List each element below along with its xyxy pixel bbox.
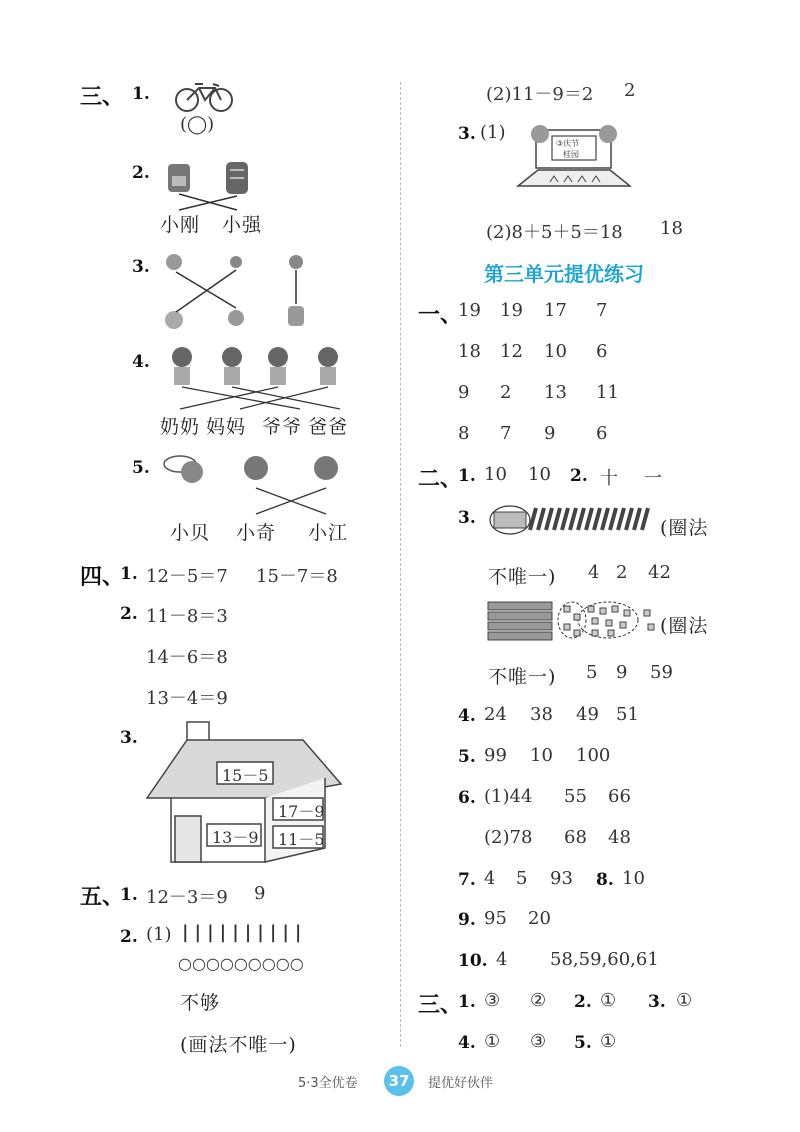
r-s2-q8-a: 10 bbox=[622, 868, 645, 889]
r-s2-q3-tail1: (圈法 bbox=[660, 517, 709, 539]
r-q3-p2: (2)8＋5＋5＝18 bbox=[486, 222, 623, 243]
q4-label-1: 奶奶 bbox=[160, 416, 201, 438]
r-s2-q4-value: 51 bbox=[616, 704, 639, 725]
r-s2-q6-p2: (2)78 bbox=[484, 827, 533, 848]
r-s2-q3-number: 3. bbox=[458, 508, 476, 528]
tally-circles: ○○○○○○○○○ bbox=[178, 954, 304, 973]
section-4-mark: 四、 bbox=[80, 565, 125, 590]
r-s2-q3-w2: 9 bbox=[616, 662, 628, 683]
r-s3-q4-a: ① bbox=[484, 1031, 501, 1052]
r-s2-q5-value: 100 bbox=[576, 745, 611, 766]
r-section-2-mark: 二、 bbox=[418, 467, 463, 492]
s4-q2-l1: 11－8＝3 bbox=[146, 606, 228, 627]
r-s3-q4-b: ③ bbox=[530, 1031, 547, 1052]
backpack-match-icon bbox=[162, 160, 262, 210]
r-s3-q3-number: 3. bbox=[648, 992, 666, 1012]
r-s1-cell: 7 bbox=[596, 300, 608, 321]
s4-q1-b: 15－7＝8 bbox=[256, 566, 338, 587]
r-s1-cell: 2 bbox=[500, 382, 512, 403]
r-s2-q2-a: 十 bbox=[600, 468, 618, 489]
r-s2-q6-p2c: 48 bbox=[608, 827, 631, 848]
roof-expression: 15－5 bbox=[222, 766, 269, 785]
prev-p2-ans: 2 bbox=[624, 80, 636, 101]
r-s2-q9-number: 9. bbox=[458, 910, 476, 930]
unit-heading: 第三单元提优练习 bbox=[484, 262, 644, 286]
tally-sticks: |||||||||| bbox=[182, 922, 308, 943]
r-section-1-mark: 一、 bbox=[418, 303, 463, 328]
s4-q2-l3: 13－4＝9 bbox=[146, 688, 228, 709]
q5-label-2: 小奇 bbox=[236, 522, 277, 544]
r-s2-q6-p2b: 68 bbox=[564, 827, 587, 848]
bicycle-icon bbox=[175, 80, 235, 114]
r-s2-q3-note1: 不唯一) bbox=[488, 566, 557, 588]
q2-number: 2. bbox=[132, 163, 150, 183]
r-s3-q4-number: 4. bbox=[458, 1033, 476, 1053]
r-s2-q9-a: 95 bbox=[484, 908, 507, 929]
family-match-icon bbox=[160, 345, 350, 410]
r-s3-q1-b: ② bbox=[530, 990, 547, 1011]
section-5-mark: 五、 bbox=[80, 885, 125, 910]
stage-banner-2: 桂园 bbox=[563, 150, 579, 159]
r-s2-q6-p1: (1)44 bbox=[484, 786, 533, 807]
cube-blocks-illustration bbox=[488, 600, 660, 642]
r-s2-q4-value: 38 bbox=[530, 704, 553, 725]
r-s2-q7-a: 4 bbox=[484, 868, 496, 889]
r-s2-q2-number: 2. bbox=[570, 466, 588, 486]
q1-answer: (◯) bbox=[180, 114, 215, 135]
r-s2-q6-p1c: 66 bbox=[608, 786, 631, 807]
q4-label-4: 爸爸 bbox=[308, 416, 349, 438]
stick-bundles-illustration bbox=[488, 504, 658, 536]
r-s2-q3-w1: 5 bbox=[586, 662, 598, 683]
r-s1-cell: 17 bbox=[544, 300, 567, 321]
r-s2-q3-v1: 4 bbox=[588, 562, 600, 583]
s5-q1-number: 1. bbox=[120, 885, 138, 905]
q5-label-3: 小江 bbox=[308, 522, 349, 544]
r-s1-cell: 12 bbox=[500, 341, 523, 362]
r-s1-cell: 18 bbox=[458, 341, 481, 362]
r-s3-q1-a: ③ bbox=[484, 990, 501, 1011]
r-s2-q6-p1b: 55 bbox=[564, 786, 587, 807]
column-divider bbox=[400, 82, 401, 1047]
q4-label-3: 爷爷 bbox=[262, 416, 303, 438]
r-s2-q1-number: 1. bbox=[458, 466, 476, 486]
r-s2-q4-value: 49 bbox=[576, 704, 599, 725]
r-s1-cell: 9 bbox=[458, 382, 470, 403]
footer-right: 提优好伙伴 bbox=[428, 1076, 494, 1091]
r-s2-q7-number: 7. bbox=[458, 870, 476, 890]
r-s3-q5-number: 5. bbox=[574, 1033, 592, 1053]
wall-expression-1: 17－9 bbox=[278, 802, 325, 821]
q5-number: 5. bbox=[132, 458, 150, 478]
r-s2-q3-v2: 2 bbox=[616, 562, 628, 583]
q5-label-1: 小贝 bbox=[170, 522, 211, 544]
s4-q1-a: 12－5＝7 bbox=[146, 566, 228, 587]
r-s2-q7-b: 5 bbox=[516, 868, 528, 889]
r-s2-q10-a: 4 bbox=[496, 949, 508, 970]
r-s2-q9-b: 20 bbox=[528, 908, 551, 929]
r-s1-cell: 10 bbox=[544, 341, 567, 362]
r-s1-cell: 6 bbox=[596, 341, 608, 362]
r-s3-q5-a: ① bbox=[600, 1031, 617, 1052]
r-s2-q1-b: 10 bbox=[528, 464, 551, 485]
r-s3-q2-number: 2. bbox=[574, 992, 592, 1012]
r-s2-q7-c: 93 bbox=[550, 868, 573, 889]
r-s1-cell: 11 bbox=[596, 382, 619, 403]
s5-q2-part: (1) bbox=[146, 924, 172, 945]
r-s2-q3-v3: 42 bbox=[648, 562, 671, 583]
r-s1-cell: 7 bbox=[500, 423, 512, 444]
r-q3-part: (1) bbox=[480, 122, 506, 143]
s4-q2-number: 2. bbox=[120, 604, 138, 624]
r-s1-cell: 9 bbox=[544, 423, 556, 444]
r-s2-q4-value: 24 bbox=[484, 704, 507, 725]
r-section-3-mark: 三、 bbox=[418, 993, 463, 1018]
door-expression: 13－9 bbox=[212, 828, 259, 847]
animal-food-match-icon bbox=[158, 250, 318, 335]
s5-q1-ans: 9 bbox=[254, 883, 266, 904]
r-s1-cell: 8 bbox=[458, 423, 470, 444]
s5-q2-number: 2. bbox=[120, 927, 138, 947]
r-q3-p2-ans: 18 bbox=[660, 218, 683, 239]
r-s3-q2-a: ① bbox=[600, 990, 617, 1011]
q3-number: 3. bbox=[132, 257, 150, 277]
page-number: 37 bbox=[384, 1066, 414, 1096]
r-s2-q5-value: 10 bbox=[530, 745, 553, 766]
r-s2-q6-number: 6. bbox=[458, 788, 476, 808]
footer-left: 5·3全优卷 bbox=[298, 1076, 358, 1091]
r-s2-q3-tail2: (圈法 bbox=[660, 615, 709, 637]
r-s1-cell: 6 bbox=[596, 423, 608, 444]
r-s3-q1-number: 1. bbox=[458, 992, 476, 1012]
r-s2-q10-b: 58,59,60,61 bbox=[550, 949, 659, 970]
r-s2-q4-number: 4. bbox=[458, 706, 476, 726]
r-s2-q10-number: 10. bbox=[458, 951, 488, 971]
prev-p2: (2)11－9＝2 bbox=[486, 84, 594, 105]
q4-label-2: 妈妈 bbox=[206, 416, 247, 438]
r-s2-q5-value: 99 bbox=[484, 745, 507, 766]
q2-label-1: 小刚 bbox=[160, 214, 201, 236]
r-s1-cell: 13 bbox=[544, 382, 567, 403]
q2-label-2: 小强 bbox=[222, 214, 263, 236]
r-s2-q3-w3: 59 bbox=[650, 662, 673, 683]
wall-expression-2: 11－5 bbox=[278, 830, 325, 849]
stage-banner-1: ③庆节 bbox=[556, 139, 580, 148]
section-3-mark: 三、 bbox=[80, 85, 125, 110]
s4-q3-number: 3. bbox=[120, 728, 138, 748]
q1-number: 1. bbox=[132, 84, 150, 104]
r-q3-number: 3. bbox=[458, 124, 476, 144]
r-s1-cell: 19 bbox=[500, 300, 523, 321]
s4-q2-l2: 14－6＝8 bbox=[146, 647, 228, 668]
r-s2-q5-number: 5. bbox=[458, 747, 476, 767]
children-match-icon bbox=[160, 452, 350, 517]
s4-q1-number: 1. bbox=[120, 564, 138, 584]
q4-number: 4. bbox=[132, 352, 150, 372]
r-s2-q2-b: 一 bbox=[644, 468, 662, 489]
r-s2-q8-number: 8. bbox=[596, 870, 614, 890]
s5-q1-eq: 12－3＝9 bbox=[146, 887, 228, 908]
r-s1-cell: 19 bbox=[458, 300, 481, 321]
s5-q2-remark: (画法不唯一) bbox=[180, 1034, 297, 1056]
r-s3-q3-a: ① bbox=[676, 990, 693, 1011]
s5-q2-note: 不够 bbox=[180, 992, 221, 1014]
r-s2-q1-a: 10 bbox=[484, 464, 507, 485]
r-s2-q3-note2: 不唯一) bbox=[488, 666, 557, 688]
